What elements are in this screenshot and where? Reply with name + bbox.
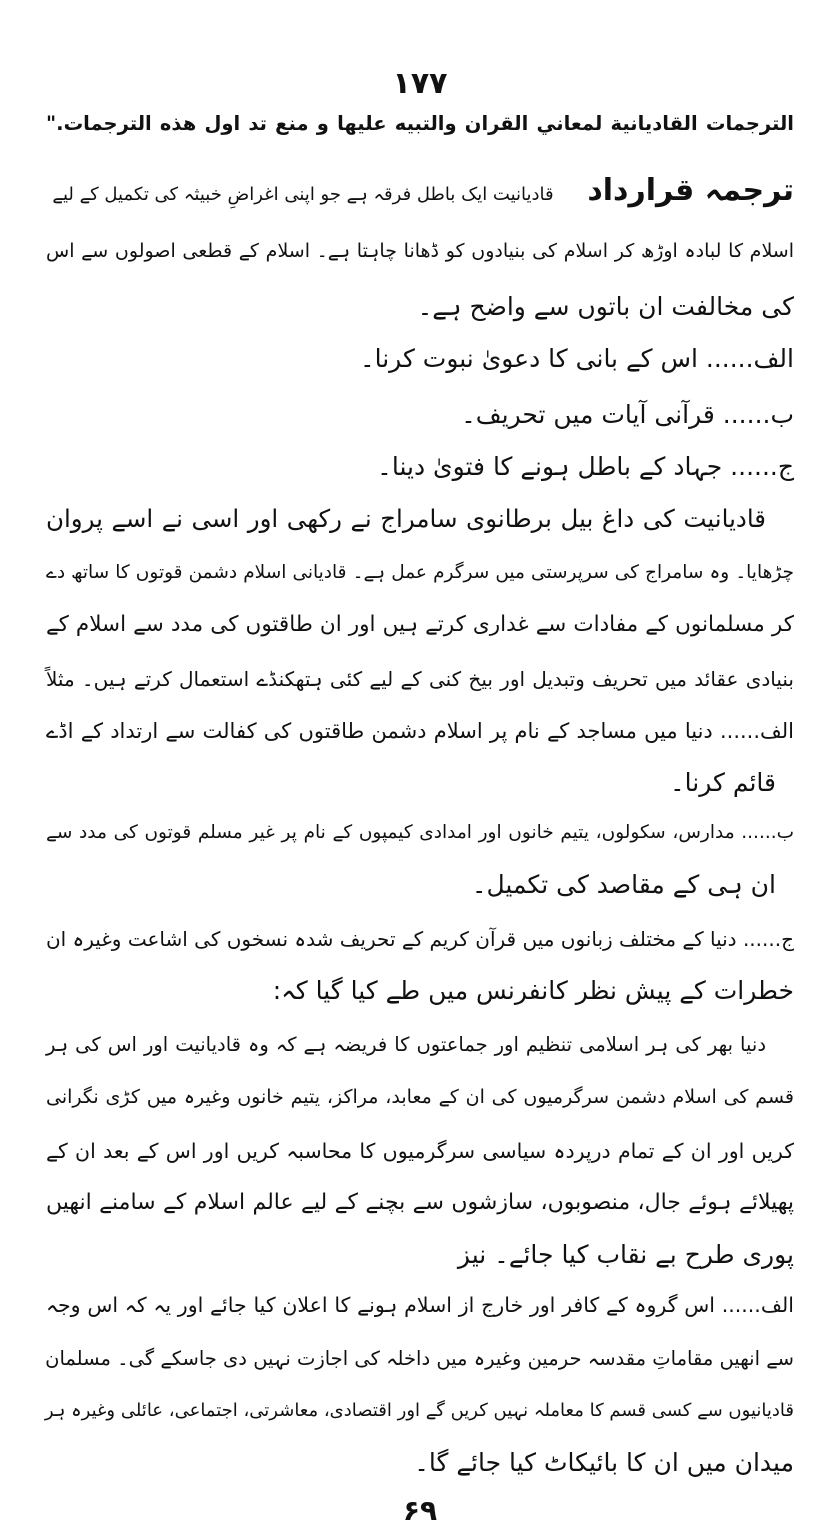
text-line: قادیانیت کی داغ بیل برطانوی سامراج نے رکھی اور اسی نے اسے پروان bbox=[46, 504, 766, 533]
text-line: خطرات کے پیش نظر کانفرنس میں طے کیا گیا کہ: bbox=[272, 976, 794, 1005]
resolution-first-line: قادیانیت ایک باطل فرقہ ہے جو اپنی اغراضِ خبیثہ کی تکمیل کے لیے bbox=[52, 184, 554, 205]
text-line: ان ہی کے مقاصد کی تکمیل۔ bbox=[471, 870, 776, 899]
page-number: ۶۹ bbox=[402, 1494, 438, 1527]
list-item: ج...... دنیا کے مختلف زبانوں میں قرآن کریم کے تحریف شدہ نسخوں کی اشاعت وغیرہ ان bbox=[45, 927, 794, 951]
arabic-title: الترجمات القاديانية لمعاني القران والتبيه عليها و منع تد اول هذه الترجمات." bbox=[46, 112, 794, 135]
text-line: بنیادی عقائد میں تحریف وتبدیل اور بیخ کنی کے لیے کئی ہتھکنڈے استعمال کرتے ہیں۔ مثلاً bbox=[46, 667, 794, 691]
text-line: کریں اور ان کے تمام درپردہ سیاسی سرگرمیوں کا محاسبہ کریں اور اس کے بعد ان کے bbox=[46, 1139, 794, 1163]
text-line: قائم کرنا۔ bbox=[669, 768, 776, 797]
list-item: الف...... دنیا میں مساجد کے نام پر اسلام دشمن طاقتوں کی کفالت سے ارتداد کے اڈے bbox=[46, 719, 794, 743]
text-line: دنیا بھر کی ہر اسلامی تنظیم اور جماعتوں کا فریضہ ہے کہ وہ قادیانیت اور اس کی ہر bbox=[46, 1033, 766, 1056]
list-item: الف...... اس گروہ کے کافر اور خارج از اسلام ہونے کا اعلان کیا جائے اور یہ کہ اس وجہ bbox=[46, 1293, 794, 1317]
resolution-heading-line bbox=[46, 172, 794, 210]
list-item: ب...... قرآنی آیات میں تحریف۔ bbox=[461, 400, 794, 429]
resolution-label: ترجمہ قرارداد bbox=[587, 173, 794, 208]
text-line: پھیلائے ہوئے جال، منصوبوں، سازشوں سے بچنے کے لیے عالم اسلام کے سامنے انھیں bbox=[46, 1190, 794, 1215]
text-line: کر مسلمانوں کے مفادات سے غداری کرتے ہیں اور ان طاقتوں کی مدد سے اسلام کے bbox=[46, 612, 794, 637]
text-line: کی مخالفت ان باتوں سے واضح ہے۔ bbox=[417, 292, 794, 321]
text-line: قادیانیوں سے کسی قسم کا معاملہ نہیں کریں گے اور اقتصادی، معاشرتی، اجتماعی، عائلی وغیرہ ہر bbox=[44, 1400, 794, 1421]
text-line: میدان میں ان کا بائیکاٹ کیا جائے گا۔ bbox=[414, 1448, 794, 1477]
text-line: اسلام کا لبادہ اوڑھ کر اسلام کی بنیادوں کو ڈھانا چاہتا ہے۔ اسلام کے قطعی اصولوں سے اس bbox=[46, 240, 794, 262]
text-line: پوری طرح بے نقاب کیا جائے۔ نیز bbox=[457, 1240, 794, 1269]
list-item: الف...... اس کے بانی کا دعویٰ نبوت کرنا۔ bbox=[359, 344, 794, 373]
page-marker: ۱۷۷ bbox=[392, 66, 448, 101]
text-line: سے انھیں مقاماتِ مقدسہ حرمین وغیرہ میں داخلہ کی اجازت نہیں دی جاسکے گی۔ مسلمان bbox=[45, 1347, 794, 1370]
list-item: ب...... مدارس، سکولوں، یتیم خانوں اور امدادی کیمپوں کے نام پر غیر مسلم قوتوں کی مدد سے bbox=[46, 822, 794, 843]
text-line: چڑھایا۔ وہ سامراج کی سرپرستی میں سرگرم عمل ہے۔ قادیانی اسلام دشمن قوتوں کا ساتھ دے bbox=[46, 562, 794, 583]
list-item: ج...... جہاد کے باطل ہونے کا فتویٰ دینا۔ bbox=[377, 452, 794, 481]
text-line: قسم کی اسلام دشمن سرگرمیوں کی ان کے معابد، مراکز، یتیم خانوں وغیرہ میں کڑی نگرانی bbox=[46, 1086, 794, 1108]
